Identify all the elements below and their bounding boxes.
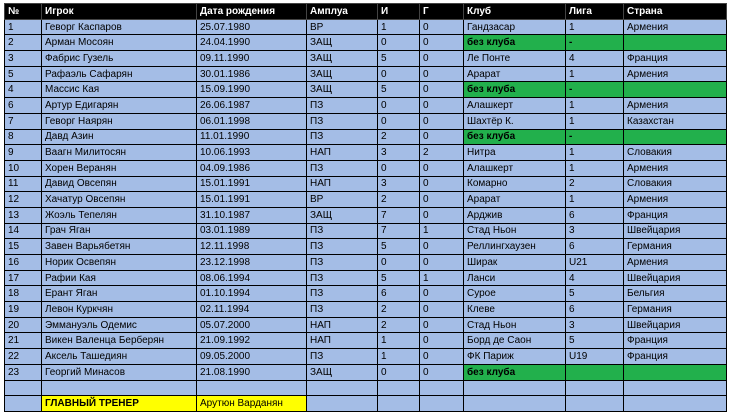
cell-games: 3 [378,176,420,192]
empty-cell [378,380,420,396]
table-row [5,223,727,239]
cell-number: 5 [5,66,42,82]
cell-country: Швейцария [624,270,727,286]
cell-position: НАП [307,317,378,333]
cell-birth-date: 02.11.1994 [197,302,307,318]
cell-goals: 0 [420,302,464,318]
cell-country [624,129,727,145]
cell-country [624,82,727,98]
cell-goals: 0 [420,364,464,380]
spacer-row [5,380,727,396]
cell-position: ПЗ [307,223,378,239]
header-goals: Г [420,4,464,20]
cell-position: ЗАЩ [307,207,378,223]
cell-league: 6 [566,302,624,318]
cell-country: Казахстан [624,113,727,129]
cell-club: без клуба [464,364,566,380]
empty-cell [566,380,624,396]
empty-cell [464,380,566,396]
cell-goals: 0 [420,207,464,223]
cell-goals: 0 [420,66,464,82]
cell-birth-date: 11.01.1990 [197,129,307,145]
cell-country [624,35,727,51]
empty-cell [420,396,464,412]
cell-player: Завен Варьябетян [42,239,197,255]
cell-goals: 0 [420,113,464,129]
table-row [5,270,727,286]
cell-games: 5 [378,82,420,98]
cell-number: 2 [5,35,42,51]
cell-league: - [566,129,624,145]
header-country: Страна [624,4,727,20]
cell-league: - [566,35,624,51]
cell-country: Армения [624,192,727,208]
cell-number: 15 [5,239,42,255]
cell-number: 3 [5,51,42,67]
cell-goals: 0 [420,255,464,271]
cell-number: 22 [5,349,42,365]
cell-birth-date: 01.10.1994 [197,286,307,302]
cell-player: Левон Куркчян [42,302,197,318]
cell-club: Шахтёр К. [464,113,566,129]
cell-club: Алашкерт [464,98,566,114]
cell-birth-date: 06.01.1998 [197,113,307,129]
cell-country: Франция [624,333,727,349]
header-row [5,4,727,20]
empty-cell [307,380,378,396]
cell-games: 1 [378,349,420,365]
header-player: Игрок [42,4,197,20]
cell-games: 0 [378,35,420,51]
cell-number: 7 [5,113,42,129]
cell-number: 9 [5,145,42,161]
cell-position: ЗАЩ [307,82,378,98]
cell-goals: 0 [420,317,464,333]
table-row [5,207,727,223]
cell-position: ПЗ [307,270,378,286]
cell-league: 1 [566,192,624,208]
cell-games: 2 [378,129,420,145]
header-number: № [5,4,42,20]
cell-league: U21 [566,255,624,271]
table-row [5,51,727,67]
cell-games: 0 [378,113,420,129]
cell-player: Геворг Наярян [42,113,197,129]
cell-position: ПЗ [307,129,378,145]
table-row [5,145,727,161]
coach-row [5,396,727,412]
cell-player: Викен Валенца Берберян [42,333,197,349]
cell-player: Массис Кая [42,82,197,98]
cell-position: ПЗ [307,98,378,114]
cell-country: Швейцария [624,317,727,333]
cell-league: 1 [566,160,624,176]
cell-player: Рафаэль Сафарян [42,66,197,82]
cell-number: 10 [5,160,42,176]
cell-number: 23 [5,364,42,380]
cell-league: 3 [566,317,624,333]
cell-league: 5 [566,333,624,349]
cell-goals: 0 [420,129,464,145]
cell-birth-date: 10.06.1993 [197,145,307,161]
empty-cell [624,396,727,412]
cell-number: 11 [5,176,42,192]
cell-birth-date: 03.01.1989 [197,223,307,239]
table-row [5,239,727,255]
cell-goals: 0 [420,160,464,176]
cell-club: Ширак [464,255,566,271]
cell-games: 2 [378,302,420,318]
cell-club: Алашкерт [464,160,566,176]
table-row [5,98,727,114]
cell-birth-date: 15.01.1991 [197,176,307,192]
table-row [5,333,727,349]
table-row [5,113,727,129]
cell-goals: 0 [420,192,464,208]
cell-league: - [566,82,624,98]
cell-country: Франция [624,207,727,223]
cell-goals: 0 [420,35,464,51]
coach-label: ГЛАВНЫЙ ТРЕНЕР [42,396,197,412]
empty-cell [5,396,42,412]
cell-goals: 1 [420,270,464,286]
cell-league: 1 [566,98,624,114]
cell-league: 6 [566,207,624,223]
cell-club: Ле Понте [464,51,566,67]
cell-club: Реллингхаузен [464,239,566,255]
cell-games: 5 [378,239,420,255]
cell-club: ФК Париж [464,349,566,365]
cell-games: 0 [378,364,420,380]
cell-goals: 0 [420,349,464,365]
cell-league: 1 [566,113,624,129]
cell-club: Арарат [464,66,566,82]
cell-number: 13 [5,207,42,223]
cell-player: Фабрис Гузель [42,51,197,67]
cell-player: Грач Яган [42,223,197,239]
empty-cell [42,380,197,396]
empty-cell [378,396,420,412]
cell-player: Норик Освепян [42,255,197,271]
cell-player: Ерант Яган [42,286,197,302]
cell-club: Арджив [464,207,566,223]
cell-games: 2 [378,192,420,208]
cell-birth-date: 21.08.1990 [197,364,307,380]
cell-birth-date: 31.10.1987 [197,207,307,223]
cell-number: 21 [5,333,42,349]
cell-club: без клуба [464,35,566,51]
cell-birth-date: 24.04.1990 [197,35,307,51]
table-row [5,364,727,380]
table-row [5,66,727,82]
cell-country: Германия [624,239,727,255]
header-games: И [378,4,420,20]
cell-position: НАП [307,333,378,349]
cell-number: 1 [5,19,42,35]
cell-club: Борд де Саон [464,333,566,349]
cell-club: без клуба [464,129,566,145]
cell-position: ПЗ [307,349,378,365]
cell-league: 6 [566,239,624,255]
cell-birth-date: 09.05.2000 [197,349,307,365]
empty-cell [5,380,42,396]
cell-birth-date: 08.06.1994 [197,270,307,286]
cell-player: Георгий Минасов [42,364,197,380]
cell-club: Стад Ньон [464,223,566,239]
squad-table [4,3,727,412]
cell-birth-date: 15.01.1991 [197,192,307,208]
empty-cell [624,380,727,396]
cell-goals: 1 [420,223,464,239]
cell-goals: 0 [420,176,464,192]
cell-number: 17 [5,270,42,286]
cell-player: Геворг Каспаров [42,19,197,35]
cell-games: 7 [378,207,420,223]
cell-goals: 0 [420,239,464,255]
cell-birth-date: 30.01.1986 [197,66,307,82]
table-body [5,19,727,411]
cell-player: Эммануэль Одемис [42,317,197,333]
cell-games: 0 [378,255,420,271]
cell-club: без клуба [464,82,566,98]
table-row [5,82,727,98]
cell-league: 4 [566,51,624,67]
cell-games: 5 [378,51,420,67]
empty-cell [420,380,464,396]
cell-games: 0 [378,160,420,176]
cell-goals: 0 [420,98,464,114]
table-row [5,286,727,302]
table-row [5,129,727,145]
cell-number: 20 [5,317,42,333]
cell-country: Словакия [624,176,727,192]
table-row [5,19,727,35]
cell-league: 3 [566,223,624,239]
cell-games: 1 [378,333,420,349]
cell-position: ЗАЩ [307,364,378,380]
empty-cell [307,396,378,412]
cell-player: Хорен Веранян [42,160,197,176]
cell-position: НАП [307,145,378,161]
cell-birth-date: 15.09.1990 [197,82,307,98]
cell-birth-date: 12.11.1998 [197,239,307,255]
cell-number: 14 [5,223,42,239]
cell-goals: 0 [420,333,464,349]
cell-country: Франция [624,51,727,67]
cell-league [566,364,624,380]
header-club: Клуб [464,4,566,20]
cell-club: Клеве [464,302,566,318]
cell-country: Германия [624,302,727,318]
cell-birth-date: 21.09.1992 [197,333,307,349]
cell-position: ЗАЩ [307,66,378,82]
cell-country: Армения [624,160,727,176]
cell-league: U19 [566,349,624,365]
cell-birth-date: 25.07.1980 [197,19,307,35]
cell-country: Словакия [624,145,727,161]
cell-position: ПЗ [307,160,378,176]
table-row [5,192,727,208]
cell-number: 16 [5,255,42,271]
table-row [5,255,727,271]
table-row [5,302,727,318]
squad-table-container [4,3,727,412]
cell-position: ВР [307,192,378,208]
cell-player: Давид Овсепян [42,176,197,192]
cell-league: 4 [566,270,624,286]
cell-league: 1 [566,66,624,82]
cell-position: ПЗ [307,113,378,129]
cell-games: 5 [378,270,420,286]
cell-position: ЗАЩ [307,35,378,51]
cell-position: ПЗ [307,255,378,271]
empty-cell [197,380,307,396]
cell-goals: 2 [420,145,464,161]
cell-player: Ваагн Милитосян [42,145,197,161]
cell-goals: 0 [420,51,464,67]
cell-games: 2 [378,317,420,333]
cell-birth-date: 04.09.1986 [197,160,307,176]
cell-player: Артур Едигарян [42,98,197,114]
table-row [5,317,727,333]
cell-birth-date: 09.11.1990 [197,51,307,67]
cell-league: 1 [566,145,624,161]
cell-club: Комарно [464,176,566,192]
cell-player: Жоэль Тепелян [42,207,197,223]
cell-country [624,364,727,380]
cell-number: 19 [5,302,42,318]
cell-number: 18 [5,286,42,302]
cell-number: 12 [5,192,42,208]
table-row [5,176,727,192]
cell-country: Бельгия [624,286,727,302]
cell-position: ВР [307,19,378,35]
cell-position: ПЗ [307,239,378,255]
cell-position: ПЗ [307,286,378,302]
cell-goals: 0 [420,19,464,35]
cell-club: Суроe [464,286,566,302]
cell-player: Аксель Ташедиян [42,349,197,365]
cell-birth-date: 23.12.1998 [197,255,307,271]
coach-name: Арутюн Варданян [197,396,307,412]
cell-league: 1 [566,19,624,35]
table-row [5,349,727,365]
cell-goals: 0 [420,286,464,302]
cell-games: 7 [378,223,420,239]
cell-position: НАП [307,176,378,192]
cell-games: 6 [378,286,420,302]
table-row [5,160,727,176]
cell-club: Арарат [464,192,566,208]
header-league: Лига [566,4,624,20]
cell-player: Хачатур Овсепян [42,192,197,208]
cell-number: 8 [5,129,42,145]
cell-country: Армения [624,66,727,82]
cell-player: Арман Мосоян [42,35,197,51]
empty-cell [566,396,624,412]
cell-club: Стад Ньон [464,317,566,333]
cell-position: ЗАЩ [307,51,378,67]
cell-club: Гандзасар [464,19,566,35]
cell-league: 2 [566,176,624,192]
cell-games: 0 [378,66,420,82]
cell-country: Франция [624,349,727,365]
cell-games: 1 [378,19,420,35]
cell-birth-date: 05.07.2000 [197,317,307,333]
cell-number: 6 [5,98,42,114]
table-row [5,35,727,51]
cell-position: ПЗ [307,302,378,318]
cell-number: 4 [5,82,42,98]
cell-games: 3 [378,145,420,161]
cell-birth-date: 26.06.1987 [197,98,307,114]
header-position: Амплуа [307,4,378,20]
cell-country: Армения [624,255,727,271]
cell-club: Ланси [464,270,566,286]
cell-goals: 0 [420,82,464,98]
cell-league: 5 [566,286,624,302]
cell-country: Армения [624,19,727,35]
cell-club: Нитра [464,145,566,161]
cell-country: Швейцария [624,223,727,239]
cell-player: Давд Азин [42,129,197,145]
cell-player: Рафии Кая [42,270,197,286]
header-birth-date: Дата рождения [197,4,307,20]
empty-cell [464,396,566,412]
cell-country: Армения [624,98,727,114]
cell-games: 0 [378,98,420,114]
